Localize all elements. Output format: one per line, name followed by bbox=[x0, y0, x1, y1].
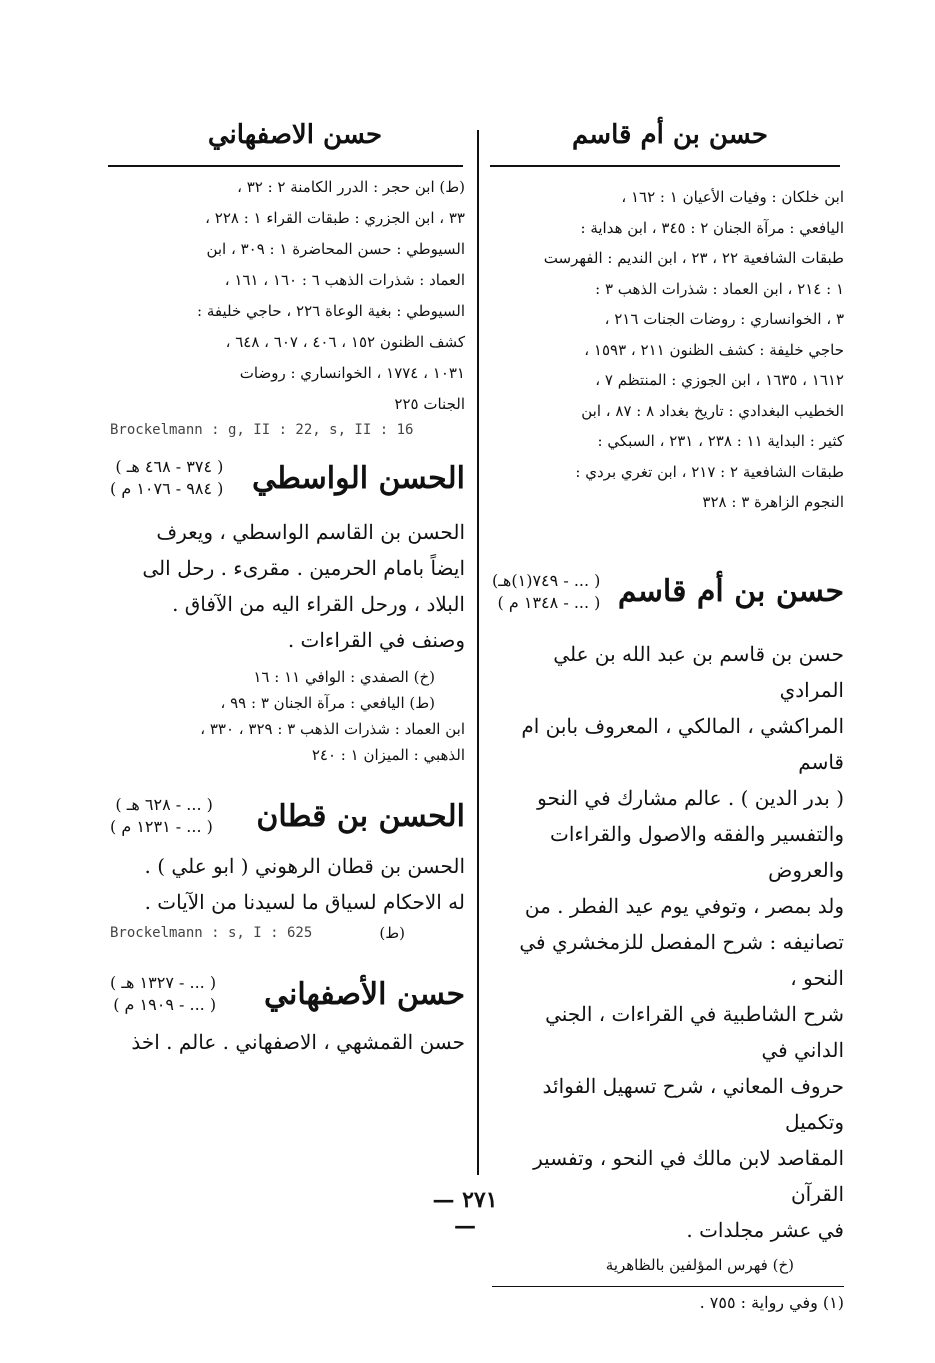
body-line: ( بدر الدين ) . عالم مشارك في النحو bbox=[537, 785, 844, 810]
body-line: ولد بمصر ، وتوفي يوم عيد الفطر . من bbox=[524, 893, 844, 918]
body-line: له الاحكام لسياق ما لسيدنا من الآيات . bbox=[144, 890, 465, 914]
entry-title: الحسن الواسطي bbox=[252, 460, 465, 496]
entry-heading bbox=[110, 972, 465, 1016]
ref-line: ابن خلكان : وفيات الأعيان ١ : ١٦٢ ، bbox=[621, 188, 844, 206]
entry-dates bbox=[110, 456, 223, 500]
column-divider bbox=[477, 130, 479, 1175]
ref-line: طبقات الشافعية ٢٢ ، ٢٣ ، ابن النديم : الفهرست bbox=[543, 249, 844, 267]
latin-reference-row bbox=[110, 920, 465, 946]
entry-title: الحسن بن قطان bbox=[256, 798, 465, 834]
entry-dates bbox=[110, 972, 216, 1016]
ref-line: الجنات ٢٢٥ bbox=[394, 395, 465, 413]
dates-gregorian: ( ... - ١٣٤٨ م ) bbox=[497, 592, 601, 612]
footnote-rule bbox=[492, 1286, 844, 1288]
entry-body bbox=[492, 636, 844, 1248]
dates-gregorian: ( ... - ١٢٣١ م ) bbox=[110, 817, 213, 836]
entry-body bbox=[110, 514, 465, 658]
left-column bbox=[110, 172, 465, 1060]
ref-line: حاجي خليفة : كشف الظنون ٢١١ ، ١٥٩٣ ، bbox=[584, 340, 844, 359]
page-header-right: حسن بن أم قاسم bbox=[571, 120, 768, 150]
source-note: (خ) فهرس المؤلفين بالظاهرية bbox=[605, 1255, 794, 1274]
dates-gregorian: ( ... - ١٩٠٩ م ) bbox=[113, 995, 217, 1014]
ref-line: (ط) اليافعي : مرآة الجنان ٣ : ٩٩ ، bbox=[220, 694, 435, 712]
entry-heading bbox=[492, 570, 844, 614]
entry-heading bbox=[110, 794, 465, 838]
body-line: والتفسير والفقه والاصول والقراءات والعروض bbox=[550, 821, 844, 882]
dates-hijri: ( ... - ٧٤٩(١)هـ) bbox=[492, 570, 601, 590]
ref-line: الخطيب البغدادي : تاريخ بغداد ٨ : ٨٧ ، ابن bbox=[581, 401, 844, 420]
ref-line: ٣ ، الخوانساري : روضات الجنات ٢١٦ ، bbox=[604, 310, 844, 328]
body-line: البلاد ، ورحل القراء اليه من الآفاق . bbox=[172, 592, 465, 616]
ref-line: اليافعي : مرآة الجنان ٢ : ٣٤٥ ، ابن هداية : bbox=[580, 218, 844, 237]
latin-reference: Brockelmann : g, II : 22, s, II : 16 bbox=[110, 422, 414, 438]
body-line: ايضاً بامام الحرمين . مقرىء . رحل الى bbox=[142, 556, 465, 580]
body-line: الحسن بن القاسم الواسطي ، ويعرف bbox=[156, 520, 465, 544]
ref-line: النجوم الزاهرة ٣ : ٣٢٨ bbox=[702, 493, 844, 511]
ref-line: العماد : شذرات الذهب ٦ : ١٦٠ ، ١٦١ ، bbox=[224, 271, 465, 289]
body-line: المقاصد لابن مالك في النحو ، وتفسير القرآن bbox=[533, 1145, 844, 1206]
ref-line: كثير : البداية ١١ : ٢٣٨ ، ٢٣١ ، السبكي : bbox=[597, 432, 844, 450]
body-line: المراكشي ، المالكي ، المعروف بابن ام قاسم bbox=[521, 713, 844, 774]
ref-line: السيوطي : بغية الوعاة ٢٢٦ ، حاجي خليفة : bbox=[197, 302, 465, 320]
dates-hijri: ( ... - ١٣٢٧ هـ ) bbox=[110, 973, 217, 992]
footnote: (١) وفي رواية : ٧٥٥ . bbox=[699, 1293, 844, 1312]
entry-dates bbox=[492, 570, 600, 614]
page-number: — ٢٧١ — bbox=[432, 1187, 498, 1239]
ref-line: السيوطي : حسن المحاضرة ١ : ٣٠٩ ، ابن bbox=[206, 240, 465, 258]
body-line: وصنف في القراءات . bbox=[287, 628, 465, 652]
ref-line: كشف الظنون ١٥٢ ، ٤٠٦ ، ٦٠٧ ، ٦٤٨ ، bbox=[225, 333, 465, 351]
entry-heading bbox=[110, 456, 465, 500]
body-line: الحسن بن قطان الرهوني ( ابو علي ) . bbox=[144, 854, 465, 878]
reference-tag: (ط) bbox=[379, 924, 405, 942]
ref-line: الذهبي : الميزان ١ : ٢٤٠ bbox=[311, 746, 465, 764]
body-line: تصانيفه : شرح المفصل للزمخشري في النحو ، bbox=[519, 929, 844, 990]
dates-gregorian: ( ٩٨٤ - ١٠٧٦ م ) bbox=[110, 479, 224, 498]
ref-line: ١٦١٢ ، ١٦٣٥ ، ابن الجوزي : المنتظم ٧ ، bbox=[595, 371, 844, 389]
right-refs bbox=[492, 182, 844, 518]
body-line: حسن القمشهي ، الاصفهاني . عالم . اخذ bbox=[131, 1030, 465, 1054]
entry-refs bbox=[110, 664, 465, 768]
body-line: حروف المعاني ، شرح تسهيل الفوائد وتكميل bbox=[542, 1073, 844, 1134]
body-line: حسن بن قاسم بن عبد الله بن علي المرادي bbox=[553, 641, 844, 702]
left-refs bbox=[110, 172, 465, 420]
entry-dates bbox=[110, 794, 213, 838]
header-rule-left bbox=[108, 165, 463, 167]
ref-line: ١٠٣١ ، ١٧٧٤ ، الخوانساري : روضات bbox=[239, 364, 465, 382]
entry-body bbox=[110, 848, 465, 920]
ref-line: ١ : ٢١٤ ، ابن العماد : شذرات الذهب ٣ : bbox=[595, 279, 844, 298]
right-column bbox=[492, 182, 844, 1312]
header-rule-right bbox=[490, 165, 840, 167]
ref-line: ٣٣ ، ابن الجزري : طبقات القراء ١ : ٢٢٨ ، bbox=[205, 209, 465, 227]
body-line: في عشر مجلدات . bbox=[686, 1217, 844, 1242]
entry-title: حسن الأصفهاني bbox=[263, 976, 465, 1012]
ref-line: طبقات الشافعية ٢ : ٢١٧ ، ابن تغري بردي : bbox=[575, 462, 844, 481]
entry-title: حسن بن أم قاسم bbox=[617, 574, 844, 609]
ref-line: (خ) الصفدي : الوافي ١١ : ١٦ bbox=[253, 668, 435, 686]
ref-line: (ط) ابن حجر : الدرر الكامنة ٢ : ٣٢ ، bbox=[237, 178, 465, 196]
ref-line: ابن العماد : شذرات الذهب ٣ : ٣٢٩ ، ٣٣٠ ، bbox=[200, 720, 465, 738]
dates-hijri: ( ٣٧٤ - ٤٦٨ هـ ) bbox=[115, 457, 224, 476]
body-line: شرح الشاطبية في القراءات ، الجني الداني في bbox=[545, 1001, 844, 1062]
latin-reference: Brockelmann : s, I : 625 bbox=[110, 925, 313, 941]
page-header-left: حسن الاصفهاني bbox=[207, 120, 383, 150]
entry-body bbox=[110, 1024, 465, 1060]
dates-hijri: ( ... - ٦٢٨ هـ ) bbox=[115, 795, 213, 814]
